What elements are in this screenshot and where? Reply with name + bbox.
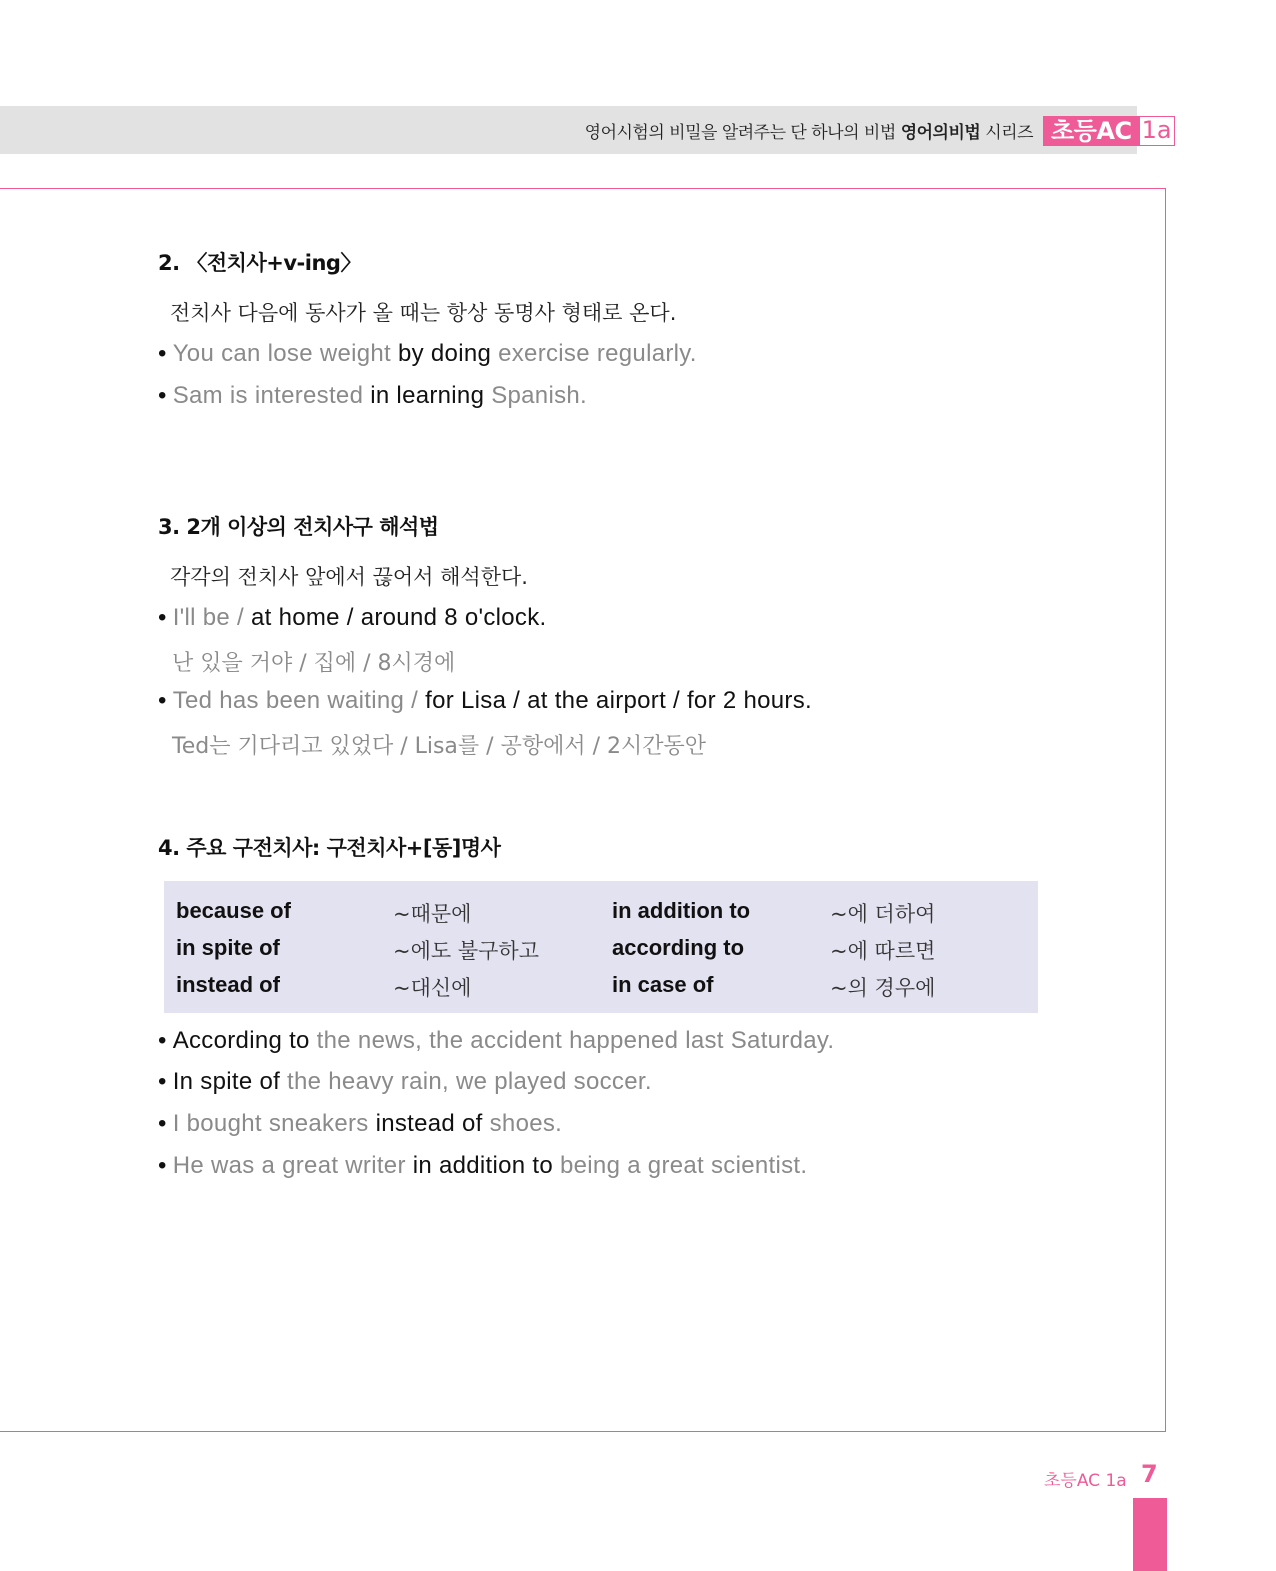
example-strong: According to <box>172 1027 310 1054</box>
series-tagline <box>585 118 1033 143</box>
example-light: Spanish. <box>484 382 588 409</box>
example-light: I'll be / <box>172 604 251 631</box>
phrase-en: in case of <box>612 972 714 997</box>
page-number: 7 <box>1141 1460 1158 1488</box>
example-light: shoes. <box>482 1110 563 1137</box>
example-sentence <box>158 1110 562 1138</box>
example-sentence <box>158 1152 807 1180</box>
example-light: exercise regularly. <box>491 340 697 367</box>
section-description: 각각의 전치사 앞에서 끊어서 해석한다. <box>170 565 528 589</box>
example-strong: at home / around 8 o'clock. <box>250 604 547 631</box>
brand-level: 1a <box>1140 116 1175 146</box>
footer-label: 초등AC 1a <box>1044 1471 1127 1491</box>
section-title: 2. 〈전치사+v-ing〉 <box>158 251 361 275</box>
tagline-prefix: 영어시험의 비밀을 알려주는 단 하나의 비법 <box>584 123 896 143</box>
example-strong: instead of <box>375 1110 483 1137</box>
example-light: He was a great writer <box>172 1152 413 1179</box>
example-light: being a great scientist. <box>553 1152 808 1179</box>
example-translation: Ted는 기다리고 있었다 / Lisa를 / 공항에서 / 2시간동안 <box>172 734 706 759</box>
phrase-en: because of <box>176 898 291 923</box>
phrase-ko: ~대신에 <box>393 976 472 1000</box>
phrase-en: according to <box>612 935 745 960</box>
example-strong: by doing <box>397 340 492 367</box>
example-light: Sam is interested <box>172 382 371 409</box>
content-frame <box>0 188 1166 1432</box>
brand-logo <box>1043 116 1175 146</box>
brand-main: 초등AC <box>1043 116 1140 146</box>
example-strong: in learning <box>370 382 485 409</box>
example-light: I bought sneakers <box>172 1110 376 1137</box>
example-light: You can lose weight <box>172 340 398 367</box>
example-strong: in addition to <box>412 1152 554 1179</box>
phrase-ko: ~의 경우에 <box>830 976 936 1000</box>
tagline-suffix: 시리즈 <box>985 123 1033 143</box>
bullet-icon: • <box>158 1068 167 1095</box>
phrase-ko: ~에 따르면 <box>830 939 936 963</box>
section-description: 전치사 다음에 동사가 올 때는 항상 동명사 형태로 온다. <box>170 301 677 325</box>
example-strong: In spite of <box>172 1068 281 1095</box>
example-sentence <box>158 1068 652 1096</box>
bullet-icon: • <box>158 1110 167 1137</box>
phrase-en: in spite of <box>176 935 280 960</box>
example-light: Ted has been waiting / <box>172 687 426 714</box>
example-translation: 난 있을 거야 / 집에 / 8시경에 <box>172 651 456 676</box>
example-light: the news, the accident happened last Saturday. <box>309 1027 835 1054</box>
phrase-en: in addition to <box>612 898 751 923</box>
example-sentence <box>158 340 697 368</box>
bullet-icon: • <box>158 1027 167 1054</box>
page-tab <box>1133 1498 1167 1571</box>
bullet-icon: • <box>158 687 167 714</box>
example-light: the heavy rain, we played soccer. <box>280 1068 652 1095</box>
section-title: 3. 2개 이상의 전치사구 해석법 <box>158 515 439 539</box>
example-sentence <box>158 382 587 410</box>
phrase-ko: ~에도 불구하고 <box>393 939 539 963</box>
example-strong: for Lisa / at the airport / for 2 hours. <box>425 687 812 714</box>
phrase-en: instead of <box>176 972 280 997</box>
example-sentence <box>158 604 547 632</box>
section-title: 4. 주요 구전치사: 구전치사+[동]명사 <box>158 836 501 860</box>
phrase-ko: ~에 더하여 <box>830 902 936 926</box>
tagline-bold: 영어의비법 <box>900 123 981 143</box>
bullet-icon: • <box>158 1152 167 1179</box>
example-sentence <box>158 1027 834 1055</box>
bullet-icon: • <box>158 340 167 367</box>
bullet-icon: • <box>158 382 167 409</box>
bullet-icon: • <box>158 604 167 631</box>
phrase-ko: ~때문에 <box>393 902 472 926</box>
example-sentence <box>158 687 812 715</box>
